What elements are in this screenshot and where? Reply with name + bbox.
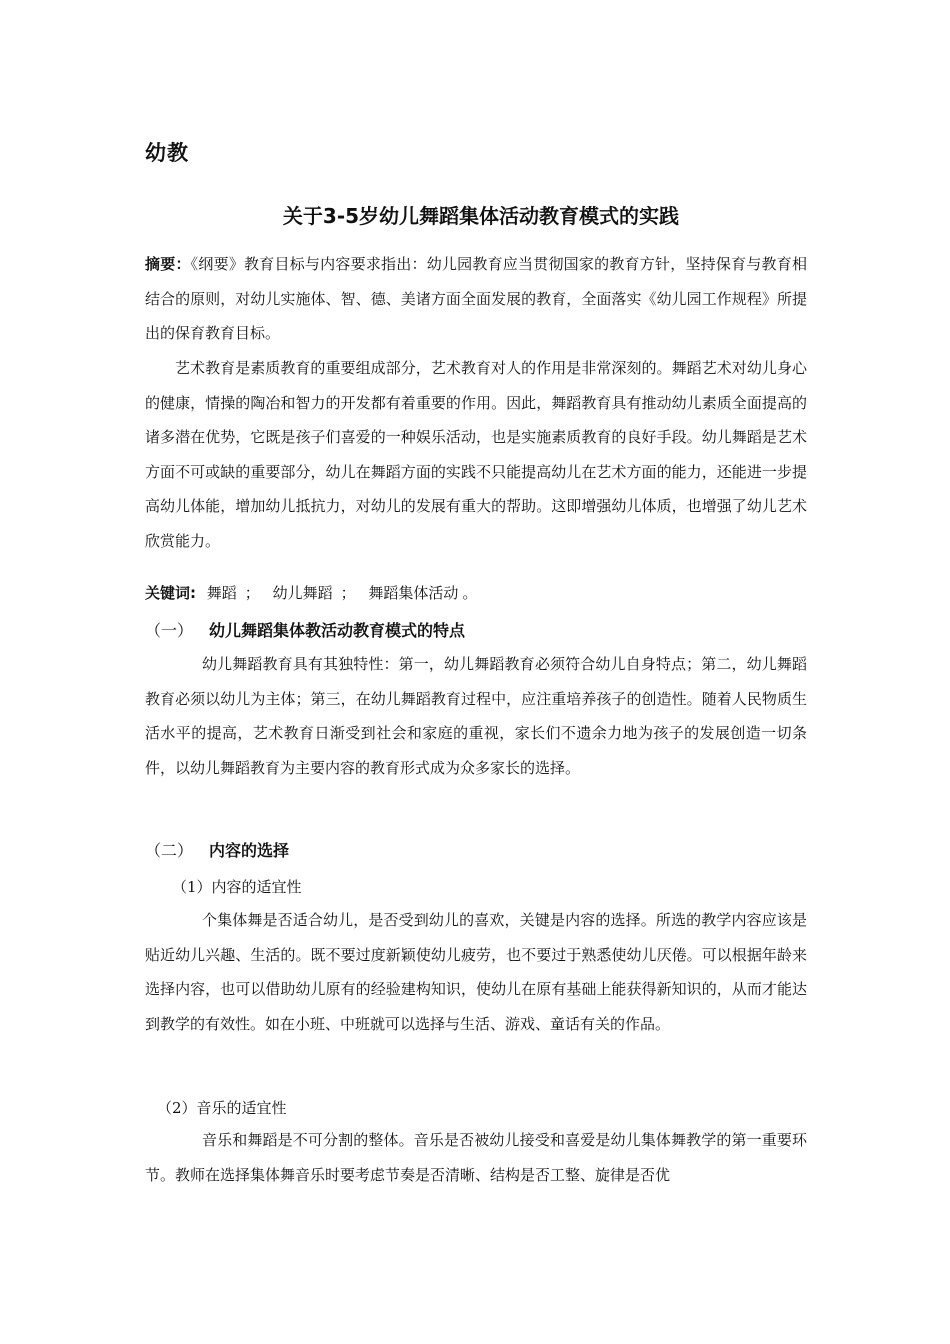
- keyword-end: 。: [462, 584, 478, 602]
- section-2-title: 内容的选择: [209, 841, 290, 860]
- subsection-1-heading: （1）内容的适宜性: [172, 878, 302, 896]
- section-1-paragraph: 幼儿舞蹈教育具有其独特性：第一，幼儿舞蹈教育必须符合幼儿自身特点；第二，幼儿舞蹈教育必须以幼儿为主体；第三，在幼儿舞蹈教育过程中，应注重培养孩子的创造性。随着人民物质生活水平的提高，艺术教育日渐受到社会和家庭的重视，家长们不遗余力地为孩子的发展创造一切条件，以幼儿舞蹈教育为主要内容的教育形式成为众多家长的选择。: [145, 655, 807, 777]
- keyword-separator: ；: [244, 584, 260, 602]
- intro-paragraph: 艺术教育是素质教育的重要组成部分，艺术教育对人的作用是非常深刻的。舞蹈艺术对幼儿身心的健康，情操的陶冶和智力的开发都有着重要的作用。因此，舞蹈教育具有推动幼儿素质全面提高的诸多潜在优势，它既是孩子们喜爱的一种娱乐活动，也是实施素质教育的良好手段。幼儿舞蹈是艺术方面不可或缺的重要部分，幼儿在舞蹈方面的实践不只能提高幼儿在艺术方面的能力，还能进一步提高幼儿体能，增加幼儿抵抗力，对幼儿的发展有重大的帮助。这即增强幼儿体质，也增强了幼儿艺术欣赏能力。: [145, 359, 807, 550]
- keywords-label: 关键词:: [145, 584, 196, 602]
- section-1-heading: [145, 618, 465, 641]
- keyword-separator: ；: [340, 584, 356, 602]
- subsection-1-paragraph: 个集体舞是否适合幼儿，是否受到幼儿的喜欢，关键是内容的选择。所选的教学内容应该是贴近幼儿兴趣、生活的。既不要过度新颖使幼儿疲劳，也不要过于熟悉使幼儿厌倦。可以根据年龄来选择内容，也可以借助幼儿原有的经验建构知识，使幼儿在原有基础上能获得新知识的，从而才能达到教学的有效性。如在小班、中班就可以选择与生活、游戏、童话有关的作品。: [145, 911, 807, 1033]
- keyword-item: 舞蹈: [206, 584, 237, 602]
- abstract-text: 《纲要》教育目标与内容要求指出：幼儿园教育应当贯彻国家的教育方针，坚持保育与教育相结合的原则，对幼儿实施体、智、德、美诸方面全面发展的教育，全面落实《幼儿园工作规程》所提出的保育教育目标。: [145, 255, 807, 343]
- section-2-number: （二）: [145, 841, 194, 860]
- section-1-number: （一）: [145, 621, 194, 640]
- section-1-title: 幼儿舞蹈集体教活动教育模式的特点: [209, 621, 466, 640]
- keyword-item: 舞蹈集体活动: [368, 584, 459, 602]
- keywords-line: [145, 576, 807, 611]
- subsection-2-heading: （2）音乐的适宜性: [157, 1099, 287, 1117]
- category-label: 幼教: [145, 141, 189, 165]
- section-2-heading: [145, 838, 289, 861]
- abstract-paragraph: [145, 247, 807, 351]
- keyword-item: 幼儿舞蹈: [272, 584, 333, 602]
- article-title: 关于3-5岁幼儿舞蹈集体活动教育模式的实践: [282, 204, 680, 228]
- abstract-label: 摘要：: [145, 255, 191, 273]
- subsection-2-paragraph: 音乐和舞蹈是不可分割的整体。音乐是否被幼儿接受和喜爱是幼儿集体舞教学的第一重要环节。教师在选择集体舞音乐时要考虑节奏是否清晰、结构是否工整、旋律是否优: [145, 1131, 807, 1184]
